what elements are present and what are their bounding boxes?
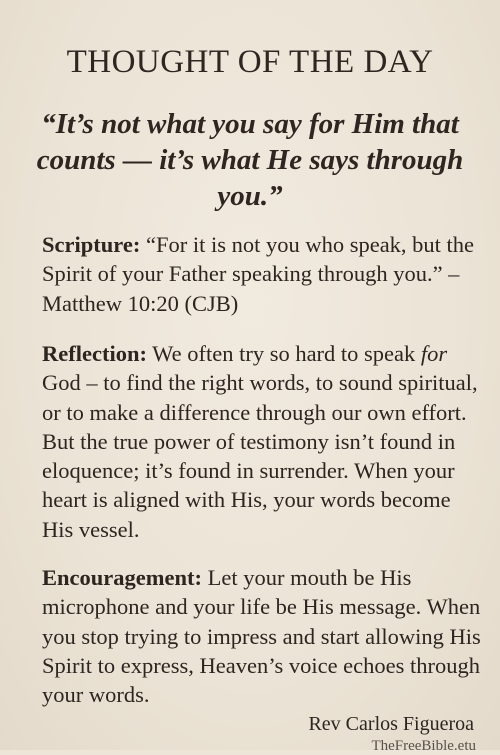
scripture-section: [42, 230, 482, 318]
page-title: THOUGHT OF THE DAY: [66, 44, 434, 80]
reflection-label: Reflection:: [42, 341, 147, 366]
encouragement-label: Encouragement:: [42, 565, 202, 590]
scripture-text: “For it is not you who speak, but the Spirit of your Father speaking through you.” – Matthew 10:20 (CJB): [42, 232, 475, 316]
featured-quote: “It’s not what you say for Him that counts — it’s what He says through you.”: [36, 108, 464, 212]
reflection-emphasis: for: [420, 341, 448, 366]
reflection-text-after: God – to find the right words, to sound spiritual, or to make a difference through our own effort. But the true power of testimony isn’t found in eloquence; it’s found in surrender. When your heart is aligned with His, your words become His vessel.: [42, 370, 478, 542]
watermark-text: TheFreeBible.etu: [371, 738, 476, 754]
reflection-section: [42, 339, 482, 544]
encouragement-section: [42, 563, 482, 709]
scripture-label: Scripture:: [42, 232, 141, 257]
reflection-text-before: We often try so hard to speak: [146, 341, 421, 366]
author-signature: Rev Carlos Figueroa: [308, 713, 474, 735]
encouragement-text: Let your mouth be His microphone and your life be His message. When you stop trying to impress and start allowing His Spirit to express, Heaven’s voice echoes through your words.: [42, 565, 481, 708]
